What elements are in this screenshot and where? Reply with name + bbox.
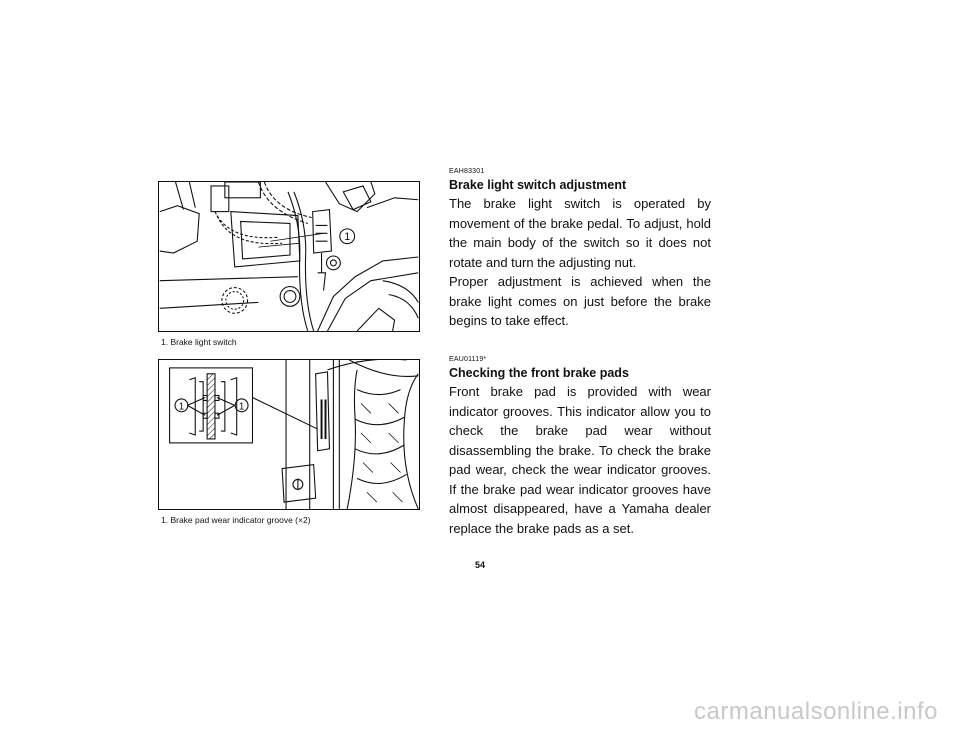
section-paragraph: Front brake pad is provided with wear indicator grooves. This indicator allow you to check the brake pad wear without disassembling the brake. To check the brake pad wear, check the wear indicator grooves. If the brake pad wear indicator grooves have almost disappeared, have a Yamaha dealer replace the brake pads as a set. [449, 384, 711, 536]
section-title: Checking the front brake pads [449, 366, 629, 380]
page-number: 54 [474, 560, 485, 570]
section-title: Brake light switch adjustment [449, 178, 627, 192]
section-front-brake-pads [449, 356, 711, 538]
section-code: EAU01119* [449, 356, 487, 363]
section-paragraph: The brake light switch is operated by movement of the brake pedal. To adjust, hold the main body of the switch so it does not rotate and turn the adjusting nut. [449, 196, 711, 270]
brake-pad-figure [158, 359, 420, 510]
section-brake-light-switch [449, 168, 711, 331]
brake-light-switch-caption: 1. Brake light switch [161, 337, 237, 347]
brake-light-switch-figure [158, 181, 420, 332]
section-code: EAH83301 [449, 168, 485, 175]
callout-wear-groove-left: 1 [178, 401, 185, 413]
callout-brake-light-switch: 1 [344, 231, 351, 244]
brake-pad-caption: 1. Brake pad wear indicator groove (×2) [161, 515, 311, 525]
watermark: carmanualsonline.info [694, 698, 938, 725]
brake-pad-illustration [159, 360, 419, 509]
section-paragraph: Proper adjustment is achieved when the brake light comes on just before the brake begins to take effect. [449, 274, 711, 328]
brake-light-switch-illustration [159, 182, 419, 331]
callout-wear-groove-right: 1 [238, 401, 245, 413]
